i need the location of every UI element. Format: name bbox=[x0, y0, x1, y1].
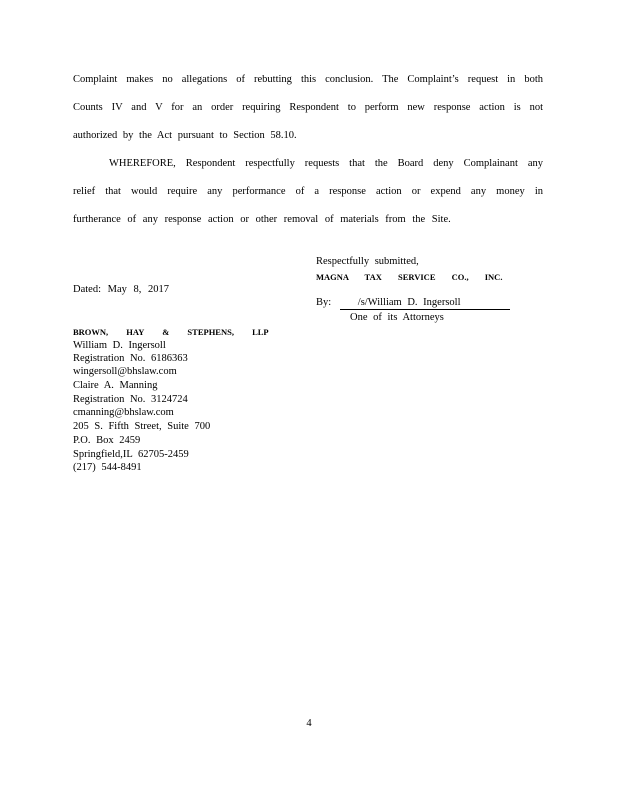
by-label: By: bbox=[316, 297, 332, 308]
firm-name: BROWN, HAY & STEPHENS, LLP bbox=[73, 327, 269, 337]
respectfully-submitted: Respectfully submitted, bbox=[316, 256, 419, 267]
signature-line bbox=[316, 297, 510, 310]
dated-line: Dated: May 8, 2017 bbox=[73, 284, 169, 295]
signature-text: /s/William D. Ingersoll bbox=[340, 297, 510, 310]
firm-line-6: cmanning@bhslaw.com bbox=[73, 407, 174, 418]
firm-line-4: Claire A. Manning bbox=[73, 380, 158, 391]
firm-line-9: Springfield,IL 62705-2459 bbox=[73, 449, 189, 460]
firm-line-10: (217) 544-8491 bbox=[73, 462, 142, 473]
firm-line-1: William D. Ingersoll bbox=[73, 340, 166, 351]
firm-line-5: Registration No. 3124724 bbox=[73, 394, 188, 405]
one-of-attorneys: One of its Attorneys bbox=[350, 312, 444, 323]
wherefore-line-1: WHEREFORE, Respondent respectfully requests that the Board deny Complainant any bbox=[109, 158, 543, 169]
firm-line-2: Registration No. 6186363 bbox=[73, 353, 188, 364]
page-number: 4 bbox=[306, 718, 312, 729]
body-line-1: Complaint makes no allegations of rebutting this conclusion. The Complaint’s request in both bbox=[73, 74, 543, 85]
wherefore-line-2: relief that would require any performance of a response action or expend any money in bbox=[73, 186, 543, 197]
firm-line-8: P.O. Box 2459 bbox=[73, 435, 141, 446]
wherefore-line-3: furtherance of any response action or other removal of materials from the Site. bbox=[73, 214, 451, 225]
firm-line-7: 205 S. Fifth Street, Suite 700 bbox=[73, 421, 211, 432]
client-name: MAGNA TAX SERVICE CO., INC. bbox=[316, 272, 503, 282]
firm-line-3: wingersoll@bhslaw.com bbox=[73, 366, 177, 377]
body-line-2: Counts IV and V for an order requiring Respondent to perform new response action is not bbox=[73, 102, 543, 113]
body-line-3: authorized by the Act pursuant to Section 58.10. bbox=[73, 130, 297, 141]
